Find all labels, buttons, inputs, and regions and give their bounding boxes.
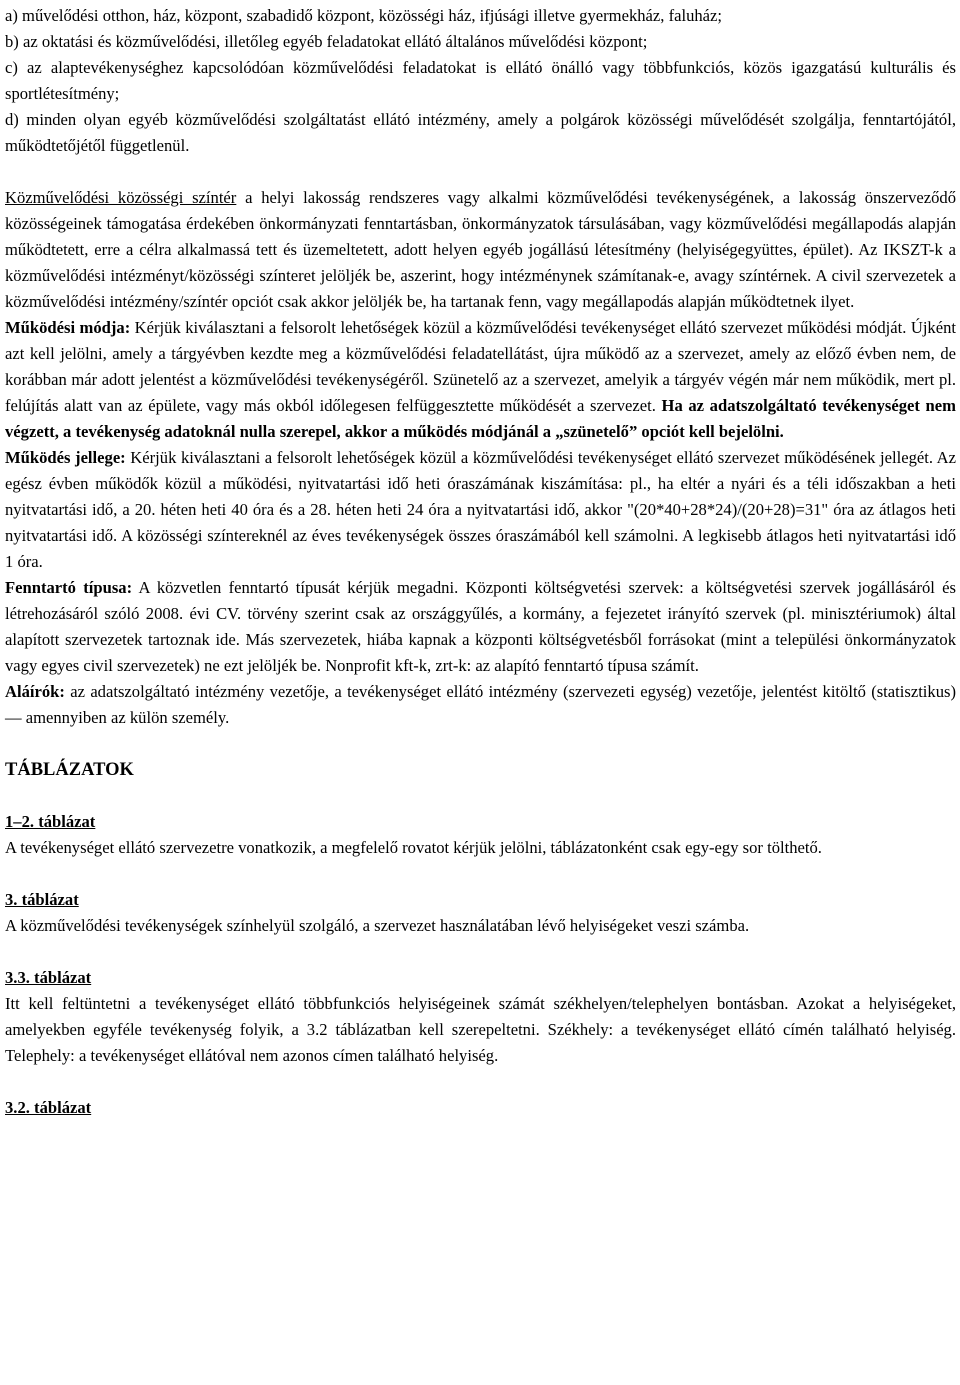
section-text: A tevékenységet ellátó szervezetre vonatkozik, a megfelelő rovatot kérjük jelölni, táblázatonként csak egy-egy sor tölthető.	[5, 838, 822, 857]
fenntarto-tipus-paragraph	[5, 575, 956, 679]
section-text: Itt kell feltüntetni a tevékenységet ellátó többfunkciós helyiségeinek számát székhelyen/telephelyen bontásban. Azokat a helyiségeket, amelyekben egyféle tevékenység folyik, a 3.2 táblázatban kell szerepeltetni. Székhely: a tevékenységet ellátó címén található helyiség. Telephely: a tevékenységet ellátóval nem azonos címen található helyiség.	[5, 994, 956, 1065]
mukodesi-mod-label: Működési módja:	[5, 318, 131, 337]
mukodes-jelleg-label: Működés jellege:	[5, 448, 126, 467]
mukodes-jelleg-text: Kérjük kiválasztani a felsorolt lehetőségek közül a közművelődési tevékenységet ellátó szervezet működésének jellegét. Az egész évben működők közül a működési, nyitvatartási idő heti óraszámának kiszámítása: pl., ha eltér a nyári és a téli időszakban a heti nyitvatartási idő, a 20. héten heti 40 óra és a 28. héten heti 24 óra a nyitvatartási idő, akkor "(20*40+28*24)/(20+28)=31" óra az átlagos heti nyitvatartási idő. A közösségi színtereknél az éves tevékenységek összes óraszámából kell számolni. A legkisebb átlagos heti nyitvatartási idő 1 óra.	[5, 448, 957, 571]
definition-a: a) művelődési otthon, ház, központ, szabadidő központ, közösségi ház, ifjúsági illetve gyermekház, faluház;	[5, 6, 722, 25]
mukodes-jelleg-paragraph	[5, 445, 956, 575]
definition-list	[5, 3, 956, 159]
definition-b: b) az oktatási és közművelődési, illetőleg egyéb feladatokat ellátó általános művelődési központ;	[5, 32, 648, 51]
section-3-2	[5, 1095, 956, 1121]
fenntarto-tipus-label: Fenntartó típusa:	[5, 578, 133, 597]
fenntarto-tipus-text: A közvetlen fenntartó típusát kérjük megadni. Központi költségvetési szervek: a költségvetési szervek jogállásáról és létrehozásáról szóló 2008. évi CV. törvény szerint csak az országgyűlés, a kormány, a fejezetet irányító szervek (pl. minisztériumok) által alapított szervezetek tartoznak ide. Más szervezetek, hiába kapnak a központi költségvetésből forrásokat (mint a települési önkormányzatok vagy egyes civil szervezetek) ne ezt jelöljék be. Nonprofit kft-k, zrt-k: az alapító fenntartó típusa számít.	[5, 578, 957, 675]
section-text: A közművelődési tevékenységek színhelyül szolgáló, a szervezet használatában lévő helyiségeket veszi számba.	[5, 916, 750, 935]
section-3	[5, 887, 956, 939]
section-3-3	[5, 965, 956, 1069]
section-title: 3. táblázat	[5, 890, 79, 909]
alairok-label: Aláírók:	[5, 682, 65, 701]
kozossegi-szinter-term: Közművelődési közösségi színtér	[5, 188, 237, 207]
alairok-paragraph	[5, 679, 956, 731]
definition-c: c) az alaptevékenységhez kapcsolódóan közművelődési feladatokat is ellátó önálló vagy többfunkciós, közös igazgatású kulturális és sportlétesítmény;	[5, 58, 956, 103]
section-title: 3.3. táblázat	[5, 968, 92, 987]
document-page	[5, 3, 956, 1121]
section-title: 1–2. táblázat	[5, 812, 96, 831]
kozossegi-szinter-text: a helyi lakosság rendszeres vagy alkalmi közművelődési tevékenységének, a lakosság önszerveződő közösségeinek támogatása érdekében önkormányzati fenntartásban, önkormányzatok társulásában, vagy közművelődési megállapodás alapján működtetett, erre a célra alkalmassá tett és üzemeltetett, adott helyen egyéb jogállású létesítmény (helyiségegyüttes, épület). Az IKSZT-k a közművelődési intézményt/közösségi színteret jelöljék be, aszerint, hogy intézménynek számítanak-e, avagy színtérnek. A civil szervezetek a közművelődési intézmény/színtér opciót csak akkor jelöljék be, ha tartanak fenn, vagy megállapodás alapján működtetnek ilyet.	[5, 188, 956, 311]
section-title: 3.2. táblázat	[5, 1098, 92, 1117]
mukodesi-mod-paragraph	[5, 315, 956, 445]
alairok-text: az adatszolgáltató intézmény vezetője, a tevékenységet ellátó intézmény (szervezeti egység) vezetője, jelentést kitöltő (statisztikus) ― amennyiben az külön személy.	[5, 682, 956, 727]
kozossegi-szinter-paragraph	[5, 185, 956, 315]
mukodesi-mod-bold-text: Ha az adatszolgáltató tevékenységet nem végzett, a tevékenység adatoknál nulla szerepel, akkor a működés módjánál a „szünetelő” opciót kell bejelölni.	[5, 396, 956, 441]
tablazatok-heading: TÁBLÁZATOK	[5, 760, 134, 780]
section-1-2	[5, 809, 956, 861]
definition-d: d) minden olyan egyéb közművelődési szolgáltatást ellátó intézmény, amely a polgárok közösségi művelődését szolgálja, fenntartójától, működtetőjétől függetlenül.	[5, 110, 956, 155]
mukodesi-mod-text: Kérjük kiválasztani a felsorolt lehetőségek közül a közművelődési tevékenységet ellátó szervezet működési módját. Újként azt kell jelölni, amely a tárgyévben kezdte meg a közművelődési feladatellátást, újra működő az a szervezet, amely az előző évben nem, de korábban már adott jelentést a közművelődési tevékenységéről. Szünetelő az a szervezet, amelyik a tárgyév végén már nem működik, mert pl. felújítás alatt van az épülete, vagy más okból időlegesen felfüggesztette működését a szervezet.	[5, 318, 956, 415]
